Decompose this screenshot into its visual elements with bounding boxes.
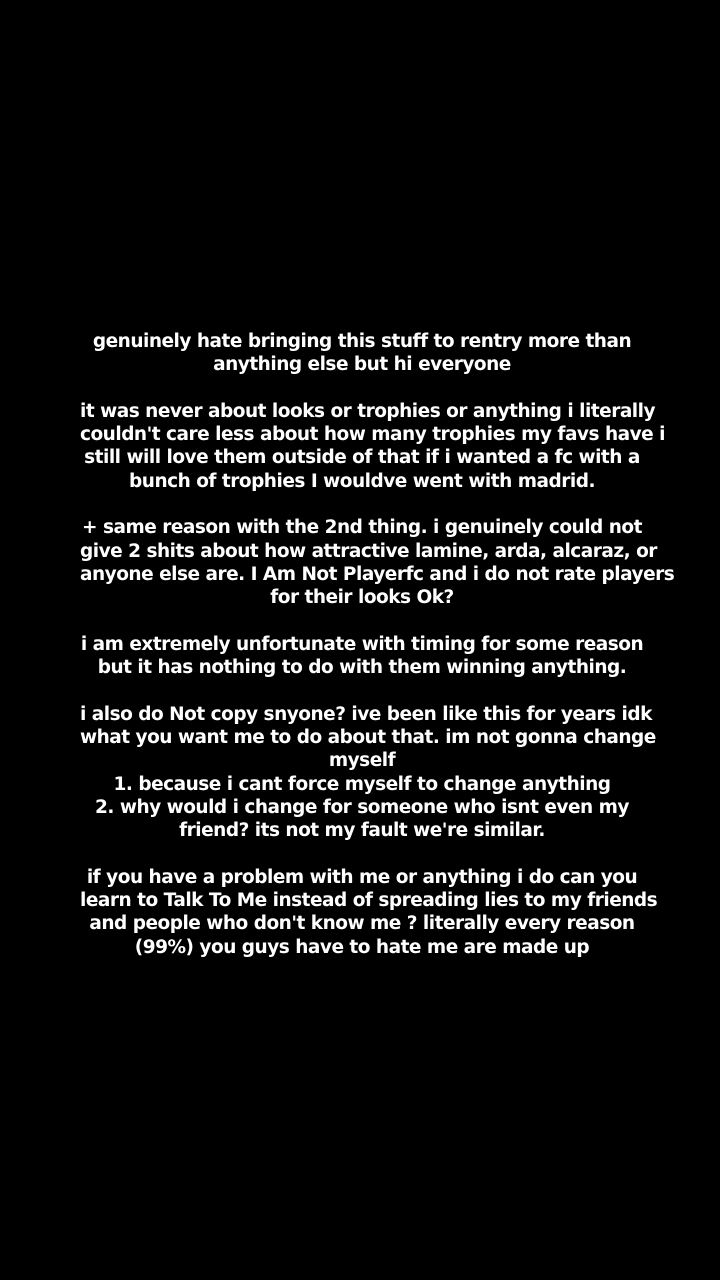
text-line: (99%) you guys have to hate me are made up <box>134 936 590 958</box>
text-line: + same reason with the 2nd thing. i genuinely could not <box>82 517 642 539</box>
text-line: learn to Talk To Me instead of spreading lies to my friends <box>80 890 658 912</box>
text-line: friend? its not my fault we're similar. <box>179 820 545 842</box>
text-line: for their looks Ok? <box>270 587 454 609</box>
text-line: 2. why would i change for someone who isnt even my <box>95 796 629 818</box>
text-line: anything else but hi everyone <box>213 354 511 376</box>
paragraph-2 <box>80 400 665 493</box>
text-line: genuinely hate bringing this stuff to rentry more than <box>92 331 632 352</box>
text-line: give 2 shits about how attractive lamine, arda, alcaraz, or <box>80 540 657 562</box>
text-line: what you want me to do about that. im not gonna change <box>80 727 656 749</box>
text-line: if you have a problem with me or anything i do can you <box>86 866 638 888</box>
text-line: and people who don't know me ? literally every reason <box>89 913 635 935</box>
text-line: i also do Not copy snyone? ive been like this for years idk <box>80 703 652 725</box>
text-line: myself <box>328 750 396 772</box>
paragraph-6 <box>80 866 658 959</box>
paragraph-4 <box>80 633 644 680</box>
text-line: still will love them outside of that if i wanted a fc with a <box>84 447 640 469</box>
story-text-block <box>80 330 675 959</box>
text-line: i am extremely unfortunate with timing for some reason <box>80 633 644 655</box>
text-line: couldn't care less about how many trophies my favs have i <box>80 424 665 446</box>
text-line: but it has nothing to do with them winning anything. <box>97 657 627 679</box>
paragraph-5 <box>80 703 656 843</box>
text-line: anyone else are. I Am Not Playerfc and i do not rate players <box>80 563 675 585</box>
paragraph-1 <box>80 330 644 377</box>
text-line: it was never about looks or trophies or anything i literally <box>80 400 656 422</box>
text-line: bunch of trophies I wouldve went with madrid. <box>129 470 595 492</box>
text-line: 1. because i cant force myself to change anything <box>113 773 611 795</box>
paragraph-3 <box>80 516 675 609</box>
